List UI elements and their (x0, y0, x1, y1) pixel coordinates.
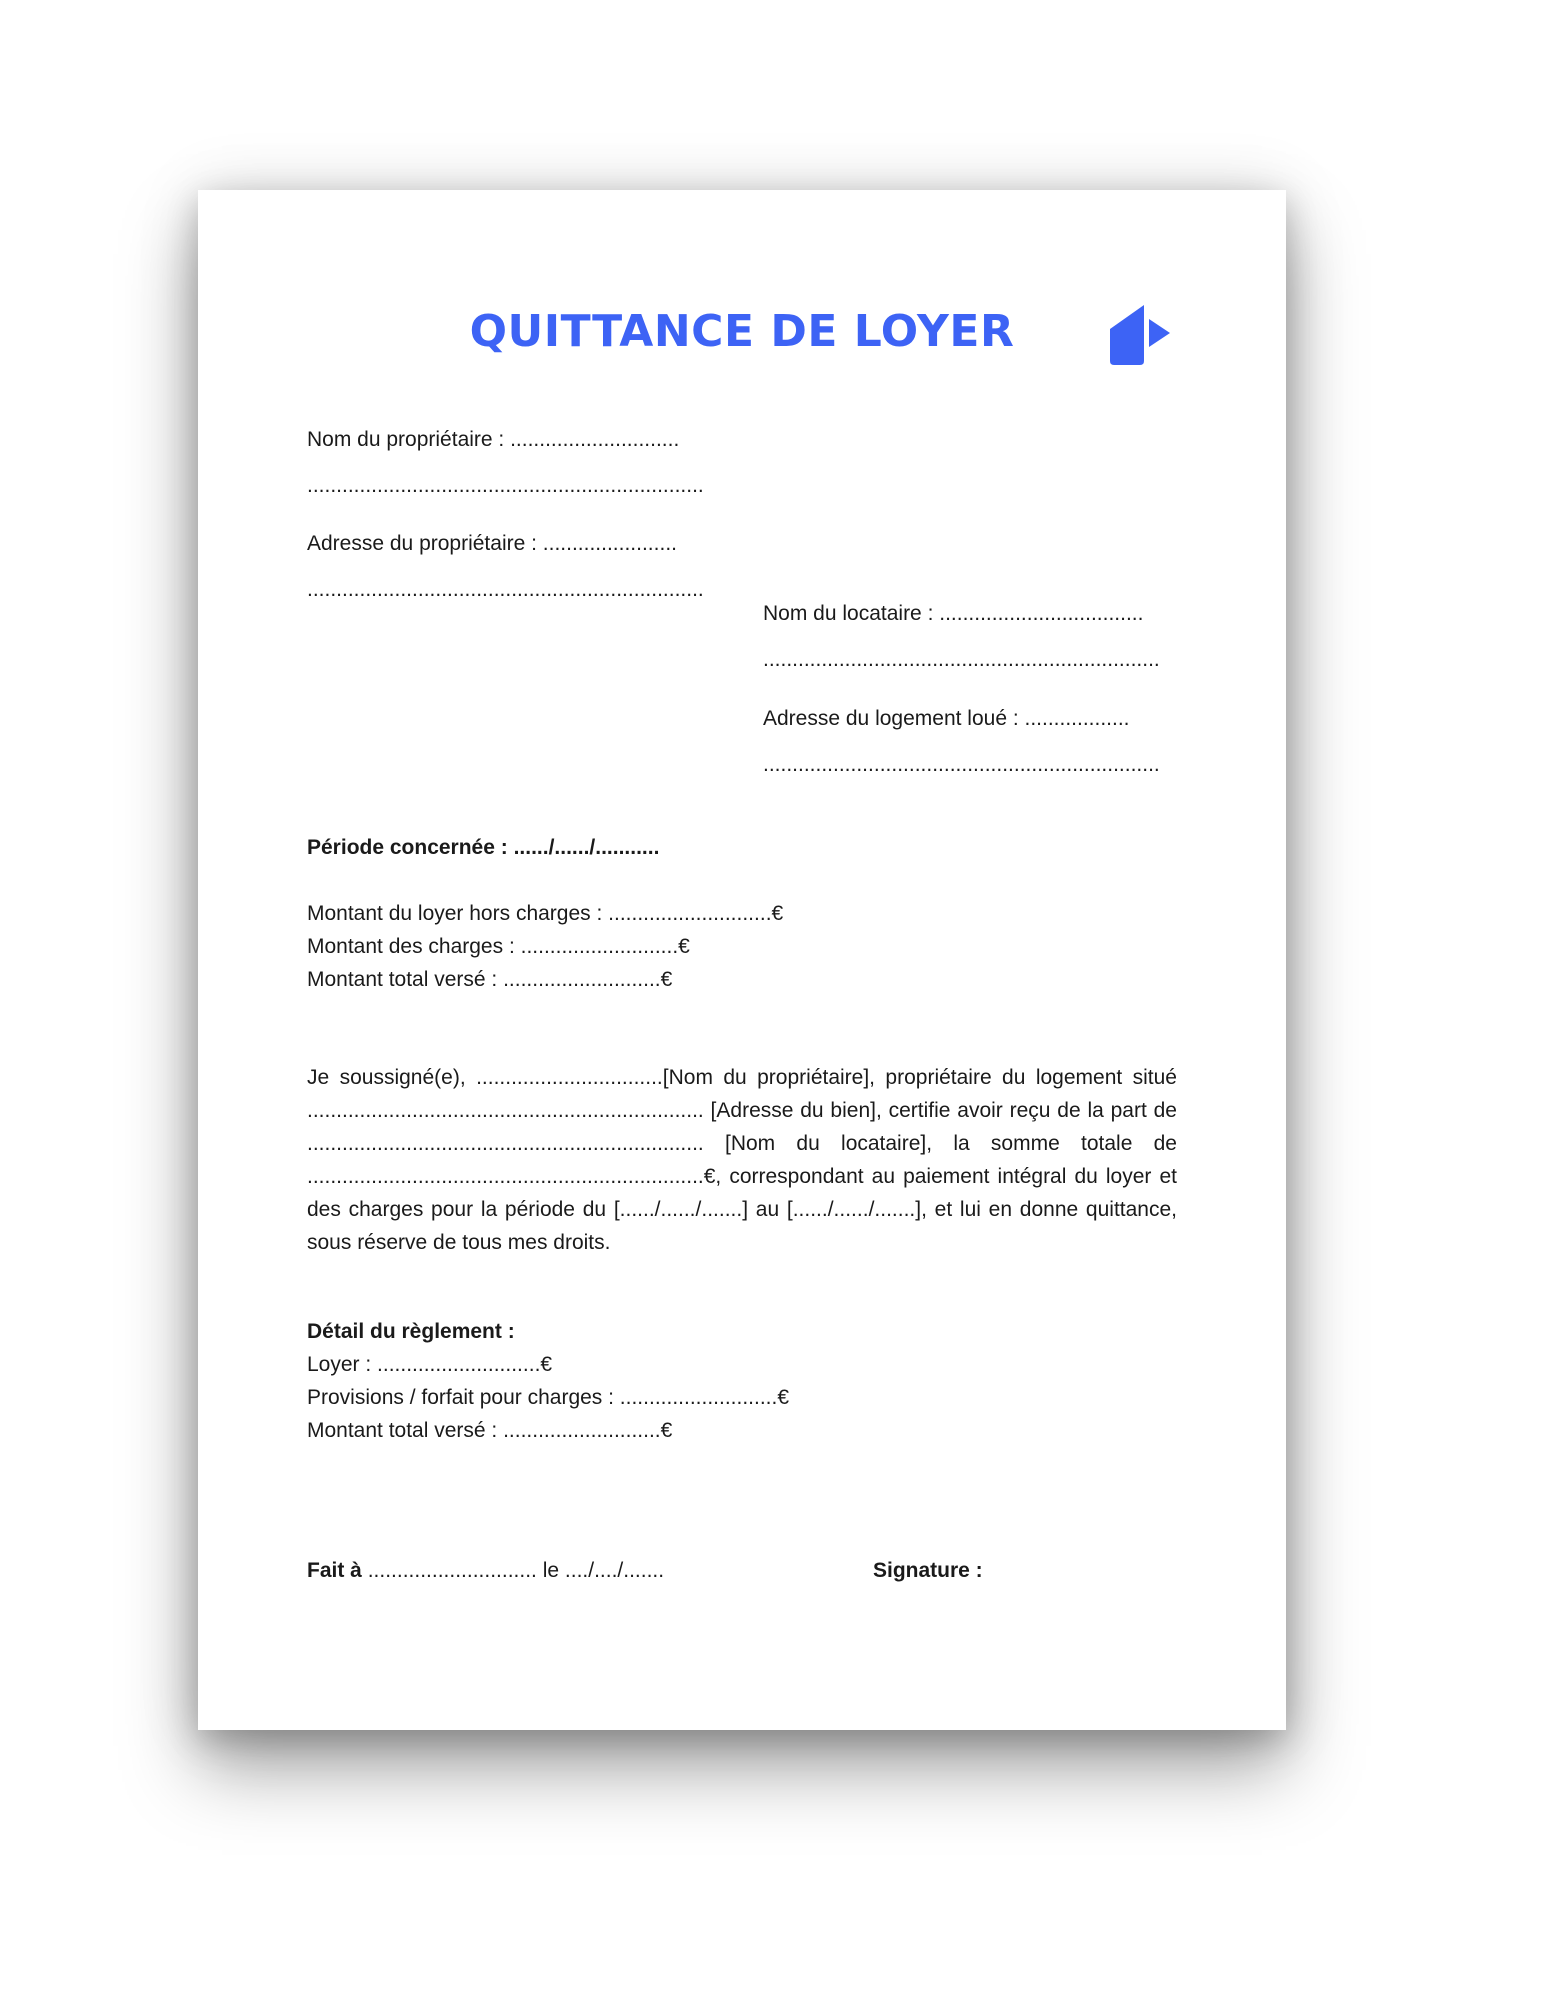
rent-amount-line: Montant du loyer hors charges : ............................€ (307, 902, 784, 925)
charges-amount-line: Montant des charges : ...........................€ (307, 935, 690, 958)
signature-label: Signature : (873, 1559, 983, 1582)
house-door-icon (1110, 301, 1172, 365)
made-at-fields: ............................. le ..../..../....... (361, 1559, 665, 1582)
tenant-address-line: Adresse du logement loué : .................. (763, 707, 1130, 730)
place-date-line (307, 1554, 664, 1587)
owner-address-line: Adresse du propriétaire : ....................... (307, 532, 677, 555)
tenant-name-line: Nom du locataire : ................................... (763, 602, 1144, 625)
payment-total-line: Montant total versé : ...........................€ (307, 1419, 673, 1442)
period-line: Période concernée : ....../....../........... (307, 836, 660, 859)
document-title: QUITTANCE DE LOYER (469, 306, 1015, 357)
made-at-label: Fait à (307, 1559, 362, 1582)
rent-receipt-sheet (198, 190, 1286, 1730)
owner-address-line-continued: .................................................................... (307, 578, 704, 601)
certification-paragraph: Je soussigné(e), ................................[Nom du propriétaire], propriétaire du logement situé .................................................................... [Adresse du bien], certifie avoir reçu de la part de .................................................................... [Nom du locataire], la somme totale de ....................................................................€, correspondant au paiement intégral du loyer et des charges pour la période du [....../....../.......] au [....../....../.......], et lui en donne quittance, sous réserve de tous mes droits. (307, 1066, 1177, 1254)
payment-detail-heading: Détail du règlement : (307, 1320, 515, 1343)
total-amount-line: Montant total versé : ...........................€ (307, 968, 673, 991)
payment-rent-line: Loyer : ............................€ (307, 1353, 553, 1376)
owner-name-line: Nom du propriétaire : ............................. (307, 428, 680, 451)
tenant-address-line-continued: .................................................................... (763, 753, 1160, 776)
payment-provisions-line: Provisions / forfait pour charges : ...........................€ (307, 1386, 790, 1409)
owner-name-line-continued: .................................................................... (307, 474, 704, 497)
tenant-name-line-continued: .................................................................... (763, 648, 1160, 671)
